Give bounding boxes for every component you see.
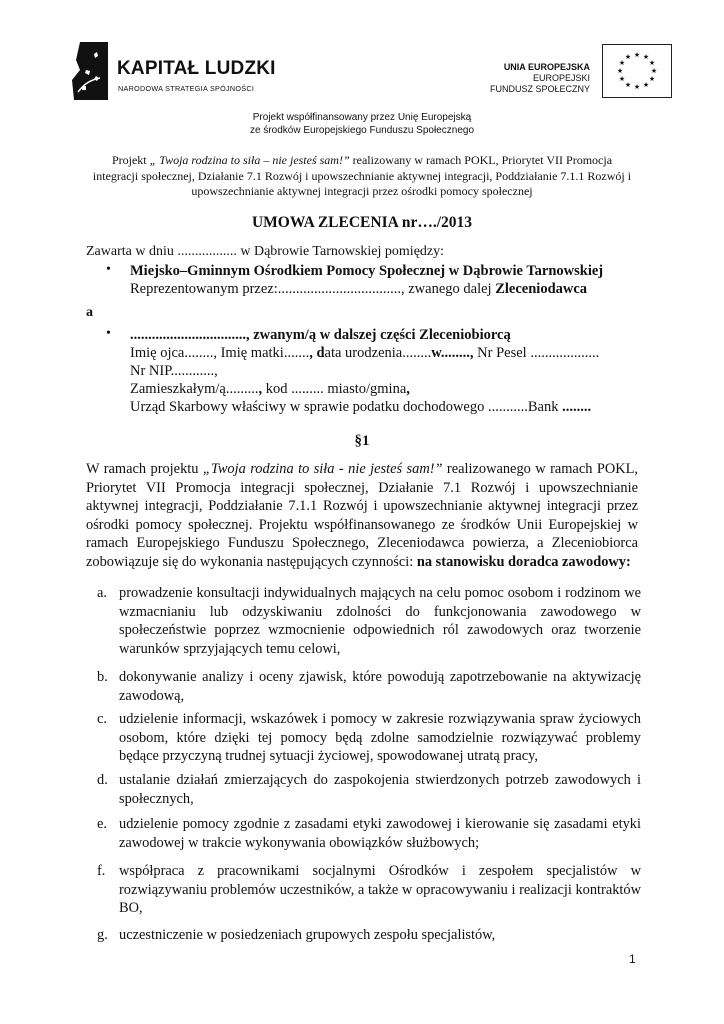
svg-text:★: ★: [618, 75, 626, 83]
item-label: f.: [97, 863, 106, 879]
tax-office-text: Urząd Skarbowy właściwy w sprawie podatku dochodowego ...........Bank: [130, 399, 563, 415]
svg-text:★: ★: [642, 53, 650, 61]
item-label: c.: [97, 711, 107, 727]
para-project-name: „Twoja rodzina to siła - nie jesteś sam!”: [202, 461, 443, 477]
party1-name: Miejsko–Gminnym Ośrodkiem Pomocy Społecznej w Dąbrowie Tarnowskiej: [130, 263, 604, 279]
eu-label: [490, 62, 590, 95]
party1-rep-prefix: Reprezentowanym przez:.................................., zwanego dalej: [130, 281, 496, 297]
eu-line-2: EUROPEJSKI: [532, 73, 590, 83]
svg-text:★: ★: [624, 81, 632, 89]
bullet-icon: •: [106, 262, 111, 277]
logo-title: KAPITAŁ LUDZKI: [117, 58, 276, 79]
project-description: [90, 153, 634, 200]
cofinancing-line-1: Projekt współfinansowany przez Unię Europejską: [252, 112, 472, 123]
eu-line-1: UNIA EUROPEJSKA: [503, 62, 590, 72]
parents-names: Imię ojca........, Imię matki.......: [130, 345, 310, 361]
project-name: „ Twoja rodzina to siła – nie jesteś sam!”: [149, 153, 350, 167]
svg-text:★: ★: [618, 59, 626, 67]
item-label: d.: [97, 772, 108, 788]
cofinancing-note: [0, 112, 724, 137]
svg-text:★: ★: [616, 67, 624, 75]
party2-parents-birth: [130, 344, 599, 362]
item-text: dokonywanie analizy i oceny zjawisk, które powodują zapotrzebowanie na aktywizację zawodową,: [119, 669, 641, 704]
svg-text:★: ★: [633, 83, 641, 91]
para-position: na stanowisku doradca zawodowy:: [416, 553, 631, 570]
list-item: [97, 584, 641, 658]
list-item: [97, 815, 641, 852]
svg-text:★: ★: [648, 75, 656, 83]
item-label: a.: [97, 585, 107, 601]
party2-tax-office: [130, 398, 591, 416]
svg-text:★: ★: [642, 81, 650, 89]
item-text: współpraca z pracownikami socjalnymi Ośrodków i zespołem specjalistów w rozwiązywaniu problemów uczestników, a także w opracowywaniu i realizacji kontraktów BO,: [119, 863, 641, 917]
svg-text:★: ★: [624, 53, 632, 61]
birth-sep: , d: [309, 345, 325, 361]
residence: Zamieszkałym/ą.........: [130, 381, 259, 397]
pesel: Nr Pesel ...................: [473, 345, 600, 361]
postal-city: kod ......... miasto/gmina: [262, 381, 407, 397]
item-label: g.: [97, 927, 108, 943]
project-prefix: Projekt: [111, 153, 150, 167]
party2-name: ................................, zwanym/ą w dalszej części Zleceniobiorcą: [130, 327, 511, 343]
page-number: 1: [629, 952, 636, 966]
party2-address: [130, 380, 410, 398]
list-item: [97, 710, 641, 766]
item-text: udzielenie pomocy zgodnie z zasadami etyki zawodowej i kierowanie się zasadami etyki zawodowej w trakcie wykonywania obowiązków służbowych;: [119, 816, 641, 851]
item-text: prowadzenie konsultacji indywidualnych mających na celu pomoc osobom i rodzinom we wzmacnianiu lub odzyskiwaniu zdolności do funkcjonowania zawodowego w społeczeństwie poprzez wzmocnienie odpowiednich ról zawodowych oraz tworzenie warunków sprzyjających temu celowi,: [119, 585, 641, 657]
eu-line-3: FUNDUSZ SPOŁECZNY: [489, 84, 590, 94]
comma-1: ,: [258, 381, 263, 397]
party1-representative: [130, 280, 587, 298]
list-item: [97, 771, 641, 808]
bank-dots: ........: [562, 399, 592, 415]
section-heading: §1: [354, 433, 370, 449]
birth-place: w........,: [431, 345, 474, 361]
item-text: udzielenie informacji, wskazówek i pomocy w zakresie rozwiązywania spraw życiowych osobom, które dzięki tej pomocy będą zdolne samodzielnie rozwiązywać problemy będące przyczyną trudnej sytuacji życiowej, spowodowanej utratą pracy,: [119, 711, 641, 765]
svg-text:★: ★: [648, 59, 656, 67]
and-separator: a: [86, 305, 93, 320]
svg-text:★: ★: [633, 51, 641, 59]
intro-line: Zawarta w dniu ................. w Dąbrowie Tarnowskiej pomiędzy:: [86, 244, 445, 259]
bullet-icon: •: [106, 326, 111, 341]
para-body: realizowanego w ramach POKL, Priorytet VII Promocja integracji społecznej, Działanie 7.1 Rozwój i upowszechnianie aktywnej integracji, Poddziałanie 7.1.1 Rozwój i upowszechnianie aktywnej integracji przez ośrodki pomocy społecznej. Projektu współfinansowanego ze środków Unii Europejskiej w ramach Europejskiego Funduszu Społecznego, Zleceniodawca powierza, a Zleceniobiorca zobowiązuje się do wykonania następujących czynności:: [86, 461, 639, 570]
item-label: b.: [97, 669, 108, 685]
para-start: W ramach projektu: [86, 461, 203, 477]
party1-rep-role: Zleceniodawca: [495, 281, 588, 297]
item-text: ustalanie działań zmierzających do zaspokojenia stwierdzonych potrzeb zawodowych i społecznych,: [119, 772, 641, 807]
cofinancing-line-2: ze środków Europejskiego Funduszu Społecznego: [249, 124, 475, 136]
item-text: uczestniczenie w posiedzeniach grupowych zespołu specjalistów,: [119, 927, 496, 943]
eu-flag-icon: [602, 44, 672, 98]
list-item: [97, 862, 641, 918]
project-rest: realizowany w ramach POKL, Priorytet VII Promocja integracji społecznej, Działanie 7.1 Rozwój i upowszechnianie aktywnej integracji, Poddziałanie 7.1.1 Rozwój i upowszechnianie aktywnej integracji przez ośrodki pomocy społecznej: [92, 153, 632, 198]
list-item: [97, 926, 641, 945]
kapital-ludzki-logo: [70, 40, 110, 102]
party2-nip: Nr NIP............,: [130, 363, 218, 379]
list-item: [97, 668, 641, 705]
comma-2: ,: [406, 381, 410, 397]
section1-paragraph: [86, 460, 638, 572]
document-title: UMOWA ZLECENIA nr…./2013: [251, 214, 473, 231]
logo-subtitle: NARODOWA STRATEGIA SPÓJNOŚCI: [118, 84, 255, 93]
svg-text:★: ★: [650, 67, 658, 75]
item-label: e.: [97, 816, 107, 832]
birth-date: ata urodzenia........: [324, 345, 432, 361]
